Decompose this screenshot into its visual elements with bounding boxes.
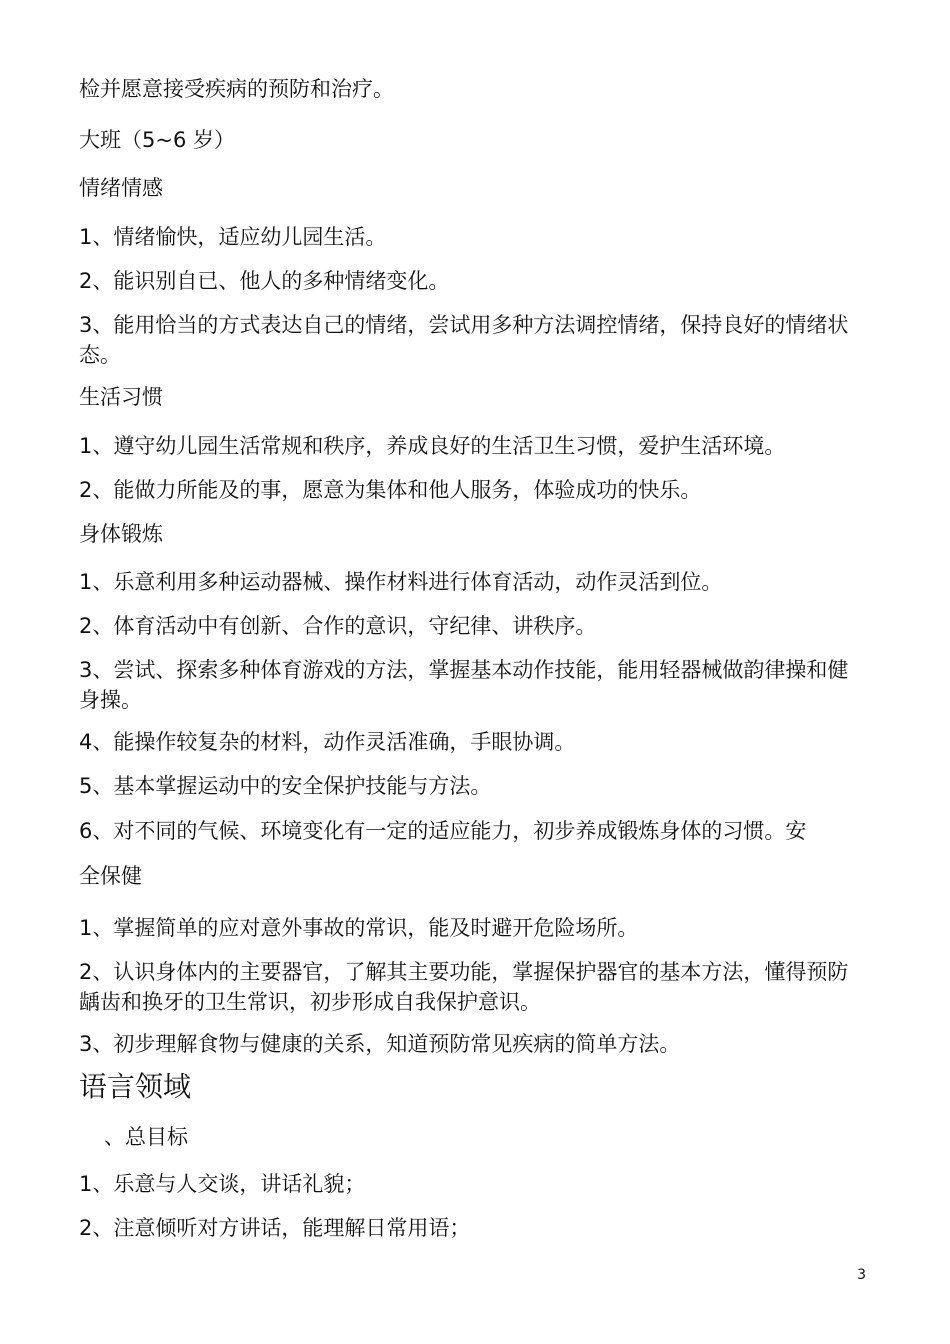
list-item: 3、能用恰当的方式表达自己的情绪，尝试用多种方法调控情绪，保持良好的情绪状态。 bbox=[79, 313, 849, 367]
page-number: 3 bbox=[857, 1267, 866, 1283]
text-line: 检并愿意接受疾病的预防和治疗。 bbox=[79, 77, 394, 101]
list-item: 1、乐意利用多种运动器械、操作材料进行体育活动，动作灵活到位。 bbox=[79, 570, 723, 594]
list-item: 1、情绪愉快，适应幼儿园生活。 bbox=[79, 225, 387, 249]
list-item: 6、对不同的气候、环境变化有一定的适应能力，初步养成锻炼身体的习惯。安 bbox=[79, 819, 807, 843]
list-item: 5、基本掌握运动中的安全保护技能与方法。 bbox=[79, 774, 492, 798]
domain-heading: 语言领域 bbox=[79, 1070, 192, 1103]
list-item: 1、遵守幼儿园生活常规和秩序，养成良好的生活卫生习惯，爱护生活环境。 bbox=[79, 434, 786, 458]
list-item: 1、乐意与人交谈，讲话礼貌； bbox=[79, 1172, 366, 1196]
list-item: 3、尝试、探索多种体育游戏的方法，掌握基本动作技能，能用轻器械做韵律操和健身操。 bbox=[79, 658, 849, 712]
section-heading: 全保健 bbox=[79, 864, 142, 888]
list-item: 2、注意倾听对方讲话，能理解日常用语； bbox=[79, 1216, 471, 1240]
list-item: 2、体育活动中有创新、合作的意识，守纪律、讲秩序。 bbox=[79, 614, 597, 638]
subheading: 、总目标 bbox=[104, 1125, 188, 1149]
list-item: 2、能识别自已、他人的多种情绪变化。 bbox=[79, 269, 450, 293]
list-item: 2、认识身体内的主要器官，了解其主要功能，掌握保护器官的基本方法，懂得预防龋齿和换牙的卫生常识，初步形成自我保护意识。 bbox=[79, 960, 849, 1014]
class-heading: 大班（5~6 岁） bbox=[79, 128, 235, 152]
section-heading: 身体锻炼 bbox=[79, 522, 163, 546]
list-item: 1、掌握简单的应对意外事故的常识，能及时避开危险场所。 bbox=[79, 916, 639, 940]
list-item: 2、能做力所能及的事，愿意为集体和他人服务，体验成功的快乐。 bbox=[79, 478, 702, 502]
section-heading: 生活习惯 bbox=[79, 385, 163, 409]
section-heading: 情绪情感 bbox=[79, 176, 163, 200]
list-item: 3、初步理解食物与健康的关系，知道预防常见疾病的简单方法。 bbox=[79, 1032, 681, 1056]
list-item: 4、能操作较复杂的材料，动作灵活准确，手眼协调。 bbox=[79, 730, 576, 754]
